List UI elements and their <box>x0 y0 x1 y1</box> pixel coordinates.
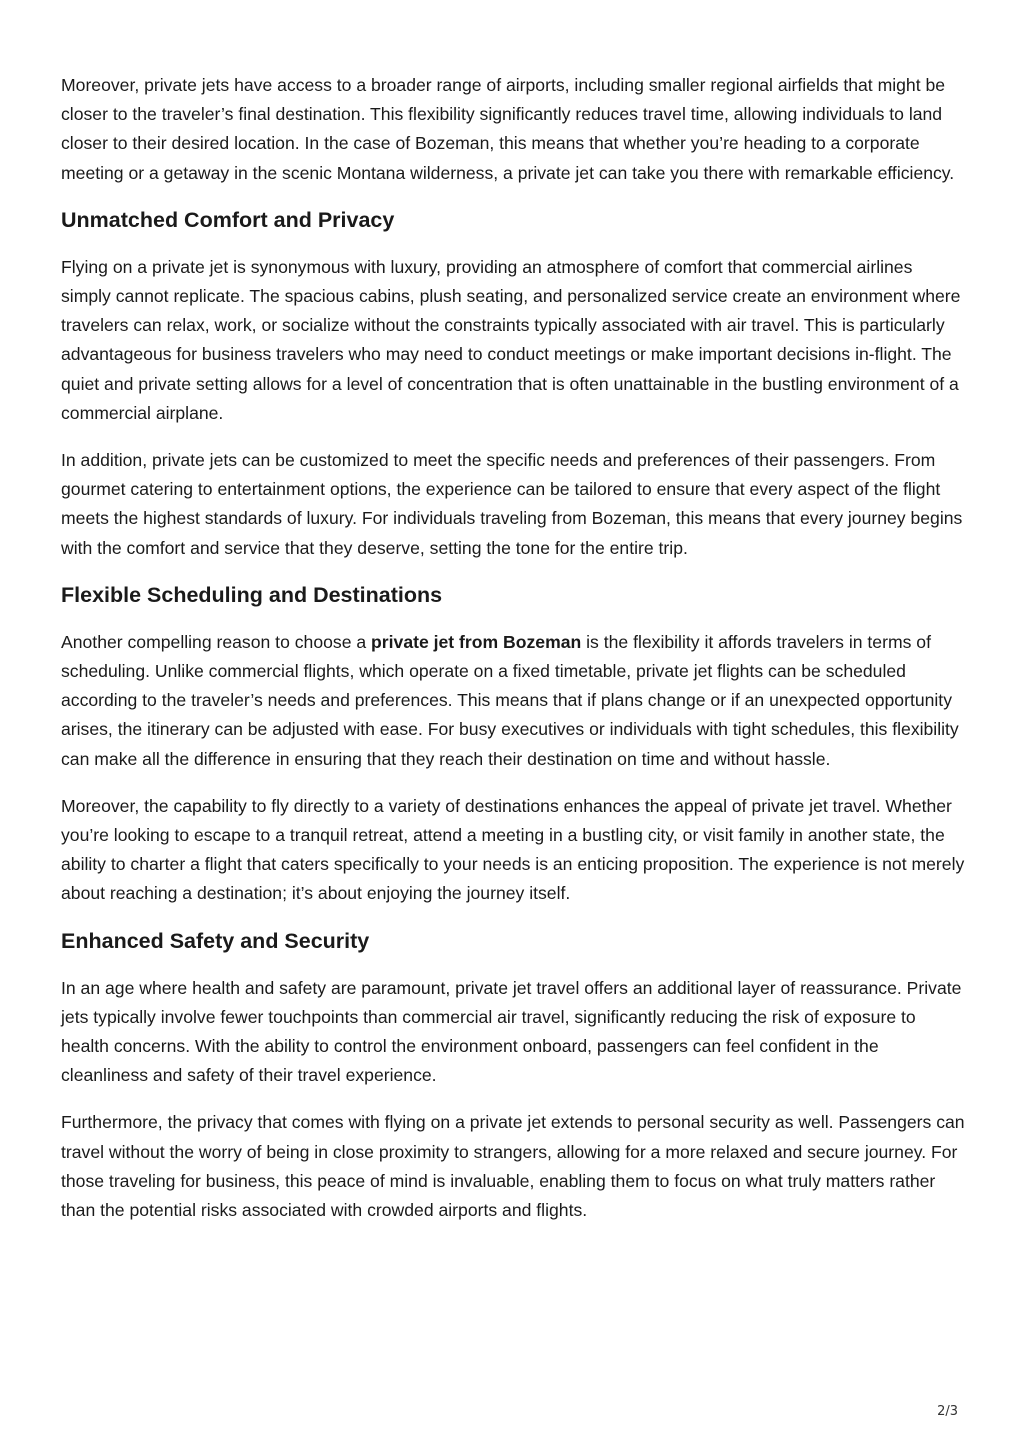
section-heading-comfort: Unmatched Comfort and Privacy <box>61 207 395 232</box>
document-page <box>61 71 965 1243</box>
bold-phrase: private jet from Bozeman <box>371 631 582 652</box>
comfort-paragraph-2: In addition, private jets can be customized to meet the specific needs and preferences of their passengers. From gourmet catering to entertainment options, the experience can be tailored to ensure that every aspect of the flight meets the highest standards of luxury. For individuals traveling from Bozeman, this means that every journey begins with the comfort and service that they deserve, setting the tone for the entire trip. <box>61 450 963 558</box>
safety-paragraph-2: Furthermore, the privacy that comes with flying on a private jet extends to personal security as well. Passengers can travel without the worry of being in close proximity to strangers, allowing for a more relaxed and secure journey. For those traveling for business, this peace of mind is invaluable, enabling them to focus on what truly matters rather than the potential risks associated with crowded airports and flights. <box>61 1112 965 1221</box>
scheduling-text-after: is the flexibility it affords travelers in terms of scheduling. Unlike commercial flights, which operate on a fixed timetable, private jet flights can be scheduled according to the traveler’s needs and preferences. This means that if plans change or if an unexpected opportunity arises, the itinerary can be adjusted with ease. For busy executives or individuals with tight schedules, this flexibility can make all the difference in ensuring that they reach their destination on time and without hassle. <box>61 631 959 769</box>
scheduling-paragraph-2: Moreover, the capability to fly directly to a variety of destinations enhances the appeal of private jet travel. Whether you’re looking to escape to a tranquil retreat, attend a meeting in a bustling city, or visit family in another state, the ability to charter a flight that caters specifically to your needs is an enticing proposition. The experience is not merely about reaching a destination; it’s about enjoying the journey itself. <box>61 795 965 904</box>
section-heading-safety: Enhanced Safety and Security <box>61 928 370 953</box>
comfort-paragraph-1: Flying on a private jet is synonymous with luxury, providing an atmosphere of comfort that commercial airlines simply cannot replicate. The spacious cabins, plush seating, and personalized service create an environment where travelers can relax, work, or socialize without the constraints typically associated with air travel. This is particularly advantageous for business travelers who may need to conduct meetings or make important decisions in-flight. The quiet and private setting allows for a level of concentration that is often unattainable in the bustling environment of a commercial airplane. <box>61 256 961 423</box>
intro-paragraph: Moreover, private jets have access to a broader range of airports, including smaller regional airfields that might be closer to the traveler’s final destination. This flexibility significantly reduces travel time, allowing individuals to land closer to their desired location. In the case of Bozeman, this means that whether you’re heading to a corporate meeting or a getaway in the scenic Montana wilderness, a private jet can take you there with remarkable efficiency. <box>61 75 955 183</box>
page-number: 2/3 <box>937 1404 958 1419</box>
scheduling-text-before: Another compelling reason to choose a <box>61 631 372 652</box>
scheduling-paragraph-1 <box>61 628 965 774</box>
safety-paragraph-1: In an age where health and safety are paramount, private jet travel offers an additional layer of reassurance. Private jets typically involve fewer touchpoints than commercial air travel, significantly reducing the risk of exposure to health concerns. With the ability to control the environment onboard, passengers can feel confident in the cleanliness and safety of their travel experience. <box>61 977 962 1086</box>
section-heading-scheduling: Flexible Scheduling and Destinations <box>61 582 443 607</box>
